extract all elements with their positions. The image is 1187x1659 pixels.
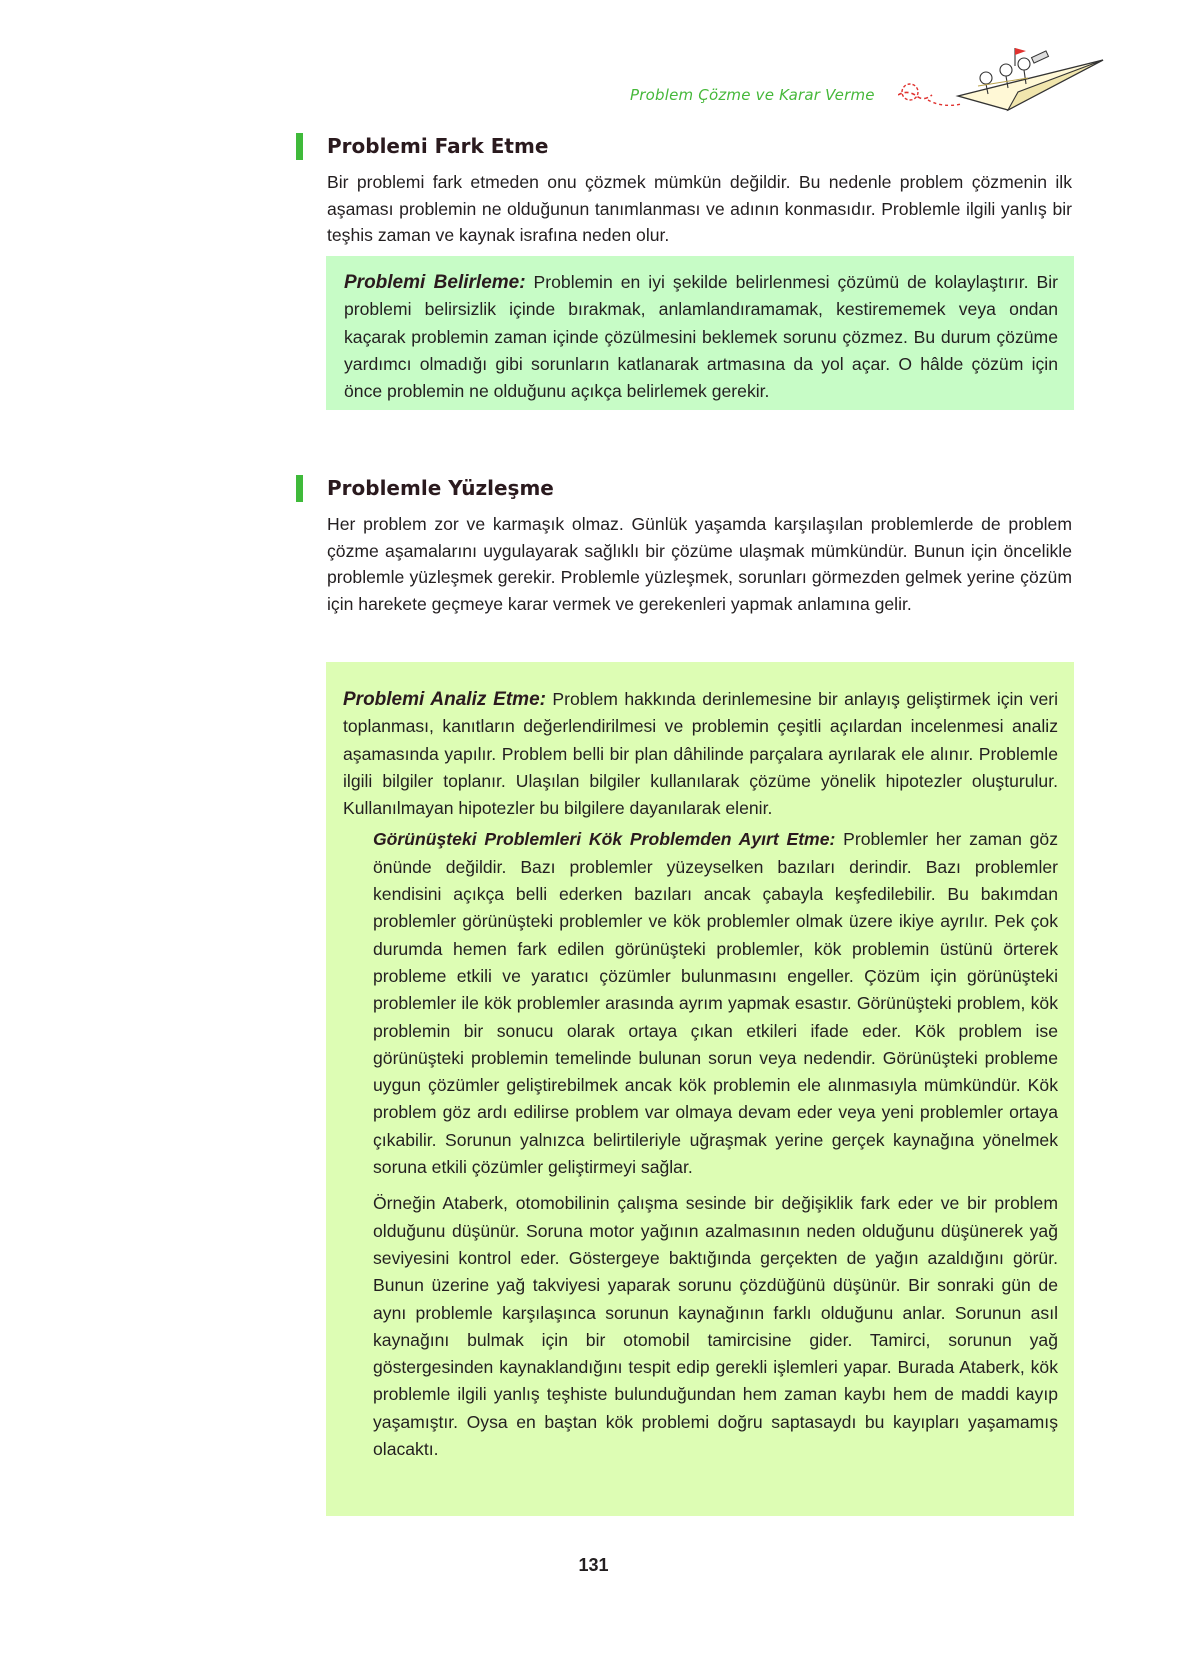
section-title: Problemle Yüzleşme bbox=[327, 476, 554, 500]
info-box-problem-definition bbox=[326, 256, 1074, 410]
info-box-example: Örneğin Ataberk, otomobilinin çalışma sesinde bir değişiklik fark eder ve bir problem olduğunu düşünür. Soruna motor yağının azalmasının neden olduğunu düşünerek yağ seviyesini kontrol eder. Göstergeye baktığında gerçekten de yağın azaldığını görür. Bunun üzerine yağ takviyesi yaparak sorunu çözdüğünü düşünür. Bir sonraki gün de aynı problemle karşılaşınca sorunun kaynağının farklı olduğunu anlar. Sorunun asıl kaynağını bulmak için bir otomobil tamircisine gider. Tamirci, sorunun yağ göstergesinden kaynaklandığını tespit edip gerekli işlemleri yapar. Burada Ataberk, kök problemle ilgili yanlış teşhiste bulunduğundan hem zaman kaybı hem de maddi kayıp yaşamıştır. Oysa en baştan kök problemi doğru saptasaydı bu kayıpları yaşamamış olacaktı. bbox=[373, 1193, 1058, 1460]
box-body: Problemin en iyi şekilde belirlenmesi çözümü de kolaylaştırır. Bir problemi belirsizlik içinde bırakmak, anlamlandıramamak, kestirememek veya ondan kaçarak problemin zaman içinde çözülmesini beklemek sorunu çözmez. Bu durum çözüme yardımcı olmadığı gibi sorunların katlanarak artmasına da yol açar. O hâlde çözüm için önce problemin ne olduğunu açıkça belirlemek gerekir. bbox=[344, 272, 1059, 402]
page-number: 131 bbox=[578, 1555, 609, 1575]
box-subterm: Görünüşteki Problemleri Kök Problemden Ayırt Etme: bbox=[373, 829, 836, 850]
box-subbody: Problemler her zaman göz önünde değildir. Bazı problemler yüzeyselken bazıları derindir. Bazı problemler kendisini açıkça belli ederken bazıları ancak çabayla keşfedilebilir. Bu bakımdan problemler görünüşteki problemler ve kök problemler olmak üzere ikiye ayrılır. Pek çok durumda hemen fark edilen görünüşteki problemler, kök problemin üstünü örterek probleme etkili ve yaratıcı çözümler bulunmasını engeller. Çözüm için görünüşteki problemler ile kök problemler arasında ayrım yapmak esastır. Görünüşteki problem, kök problemin bir sonucu olarak ortaya çıkan etkileri ifade eder. Kök problem ise görünüşteki problemin temelinde bulunan sorun veya nedendir. Görünüşteki probleme uygun çözümler geliştirebilmek ancak kök problemin ele alınmasıyla mümkündür. Kök problem göz ardı edilirse problem var olmaya devam eder veya yeni problemler ortaya çıkabilir. Sorunun yalnızca belirtileriyle uğraşmak yerine gerçek kaynağına yönelmek soruna etkili çözümler geliştirmeyi sağlar. bbox=[373, 829, 1058, 1178]
section-title: Problemi Fark Etme bbox=[327, 134, 549, 158]
section-paragraph: Bir problemi fark etmeden onu çözmek mümkün değildir. Bu nedenle problem çözmenin ilk aşaması problemin ne olduğunun tanımlanması ve adının konmasıdır. Problemle ilgili yanlış bir teşhis zaman ve kaynak israfına neden olur. bbox=[327, 172, 1072, 245]
section-paragraph: Her problem zor ve karmaşık olmaz. Günlük yaşamda karşılaşılan problemlerde de problem çözme aşamalarını uygulayarak sağlıklı bir çözüme ulaşmak mümkündür. Bunun için öncelikle problemle yüzleşmek gerekir. Problemle yüzleşmek, sorunları görmezden gelmek yerine çözüm için harekete geçmeye karar vermek ve gerekenleri yapmak anlamına gelir. bbox=[327, 514, 1072, 614]
box-term: Problemi Belirleme: bbox=[344, 272, 526, 293]
box-body: Problem hakkında derinlemesine bir anlayış geliştirmek için veri toplanması, kanıtların değerlendirilmesi ve problemin çeşitli açılardan incelenmesi analiz aşamasında yapılır. Problem belli bir plan dâhilinde parçalara ayrılarak ele alınır. Problemle ilgili bilgiler toplanır. Ulaşılan bilgiler kullanılarak çözüme yönelik hipotezler oluşturulur. Kullanılmayan hipotezler bu bilgilere dayanılarak elenir. bbox=[343, 689, 1058, 819]
info-box-problem-analysis bbox=[326, 662, 1074, 1516]
box-term: Problemi Analiz Etme: bbox=[343, 689, 546, 710]
paper-plane-illustration bbox=[898, 40, 1108, 120]
section-marker bbox=[296, 133, 303, 160]
info-box-text bbox=[343, 686, 1058, 822]
section-heading-facing-problem bbox=[296, 474, 554, 502]
section-heading-problem-recognition bbox=[296, 132, 548, 160]
info-box-subsection bbox=[373, 826, 1058, 1181]
running-header: Problem Çözme ve Karar Verme bbox=[630, 86, 875, 104]
info-box-text bbox=[344, 269, 1058, 405]
section-marker bbox=[296, 475, 303, 502]
